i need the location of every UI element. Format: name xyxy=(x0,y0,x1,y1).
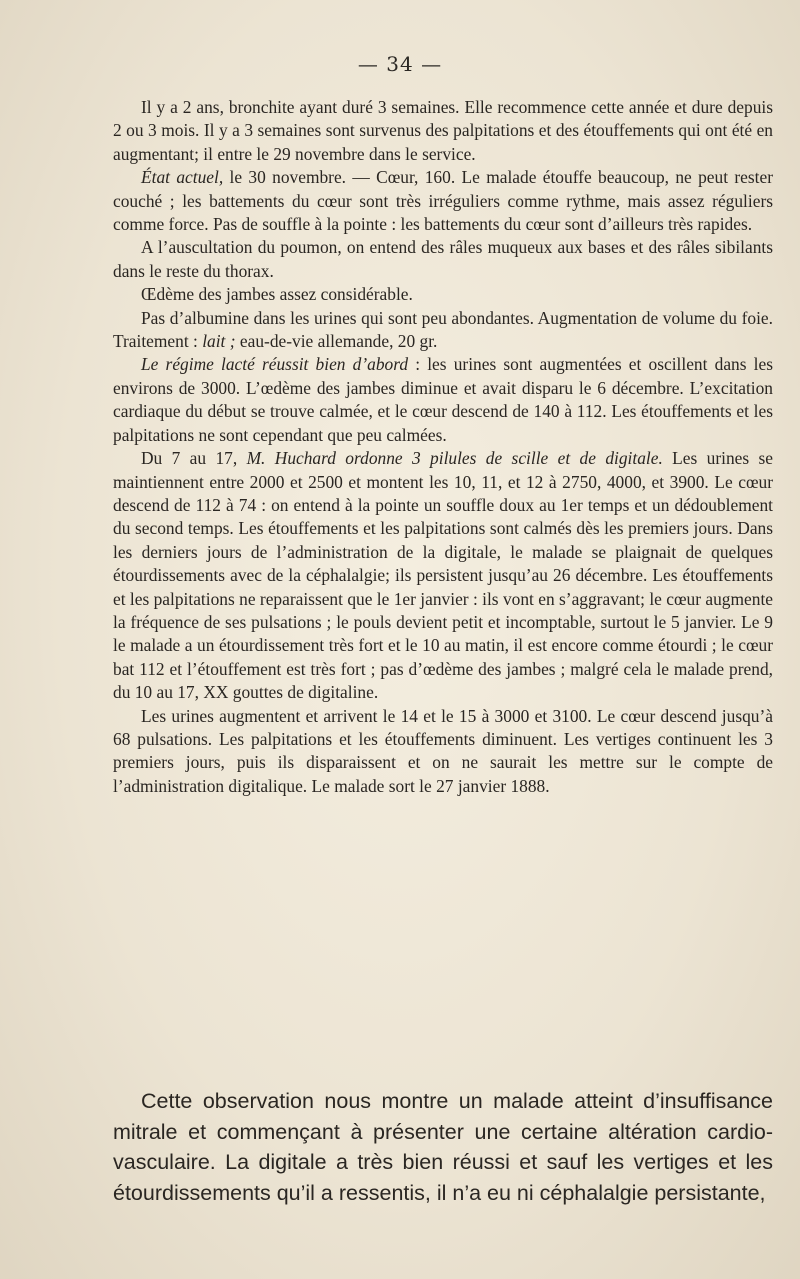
paragraph-auscultation xyxy=(113,236,773,283)
italic-heading: État actuel, xyxy=(141,167,224,188)
paragraph-text: eau-de-vie allemande, 20 gr. xyxy=(235,331,438,352)
paragraph-milk-regime xyxy=(113,353,773,447)
paragraph-text: Du 7 au 17, xyxy=(141,448,247,469)
paragraph-outcome xyxy=(113,705,773,799)
paragraph-oedema xyxy=(113,283,773,306)
paragraph-digitalis xyxy=(113,447,773,704)
paragraph-text: le 30 novembre. — Cœur, 160. Le malade étouffe beaucoup, ne peut rester couché ; les battements du cœur sont très irréguliers comme rythme, mais assez réguliers comme force. Pas de souffle à la pointe : les battements du cœur sont d’ailleurs très rapides. xyxy=(113,167,774,235)
paragraph-text: Pas d’albumine dans les urines qui sont peu abondantes. Augmentation de volume du foie. Traitement : xyxy=(113,307,773,352)
paragraph-treatment xyxy=(113,307,773,354)
paragraph-text: : les urines sont augmentées et oscillent dans les environs de 3000. L’œdème des jambes diminue et avait disparu le 6 décembre. L’excitation cardiaque du début se trouve calmée, et le cœur descend de 140 à 112. Les étouffements et les palpitations ne sont cependant que peu calmées. xyxy=(113,354,773,445)
paragraph-text: Œdème des jambes assez considérable. xyxy=(141,284,413,305)
paragraph-current-state xyxy=(113,166,773,236)
italic-phrase: M. Huchard ordonne 3 pilules de scille et de digitale. xyxy=(246,448,663,469)
paragraph-text: Les urines augmentent et arrivent le 14 et le 15 à 3000 et 3100. Le cœur descend jusqu’à 68 pulsations. Les palpitations et les étouffements diminuent. Les vertiges continuent les 3 premiers jours, puis ils disparaissent et on ne saurait les mettre sur le compte de l’administration digitalique. Le malade sort le 27 janvier 1888. xyxy=(113,705,773,796)
italic-phrase: lait ; xyxy=(202,331,236,352)
conclusion-paragraph: Cette observation nous montre un malade atteint d’insuffisance mitrale et commençant à présenter une certaine altération cardio-vasculaire. La digitale a très bien réussi et sauf les vertiges et les étourdissements qu’il a ressentis, il n’a eu ni céphalalgie persistante, xyxy=(113,1089,773,1205)
conclusion-text xyxy=(113,1086,773,1208)
paragraph-text: Les urines se maintiennent entre 2000 et 2500 et montent les 10, 11, et 12 à 2750, 4000, et 3900. Le cœur descend de 112 à 74 : on entend à la pointe un souffle doux au 1er temps et un dédoublement du second temps. Les étouffements et les palpitations sont calmés dès les premiers jours. Dans les derniers jours de l’administration de la digitale, le malade se plaignait de quelques étourdissements avec de la céphalalgie; ils persistent jusqu’au 26 décembre. Les étouffements et les palpitations ne reparaissent que le 1er janvier : ils vont en s’aggravant; le cœur augmente la fréquence de ses pulsations ; le pouls devient petit et incomptable, surtout le 5 janvier. Le 9 le malade a un étourdissement très fort et le 10 au matin, il est encore comme étourdi ; le cœur bat 112 et l’étouffement est très fort ; pas d’œdème des jambes ; malgré cela le malade prend, du 10 au 17, XX gouttes de digitaline. xyxy=(113,448,774,703)
page-number: — 34 — xyxy=(357,52,443,76)
paragraph-history xyxy=(113,96,773,166)
paragraph-text: A l’auscultation du poumon, on entend des râles muqueux aux bases et des râles sibilants dans le reste du thorax. xyxy=(113,237,773,281)
paragraph-text: Il y a 2 ans, bronchite ayant duré 3 semaines. Elle recommence cette année et dure depuis 2 ou 3 mois. Il y a 3 semaines sont survenus des palpitations et des étouffements qui ont été en augmentant; il entre le 29 novembre dans le service. xyxy=(113,97,773,164)
italic-heading: Le régime lacté réussit bien d’abord xyxy=(141,354,409,375)
observation-text xyxy=(113,96,773,798)
